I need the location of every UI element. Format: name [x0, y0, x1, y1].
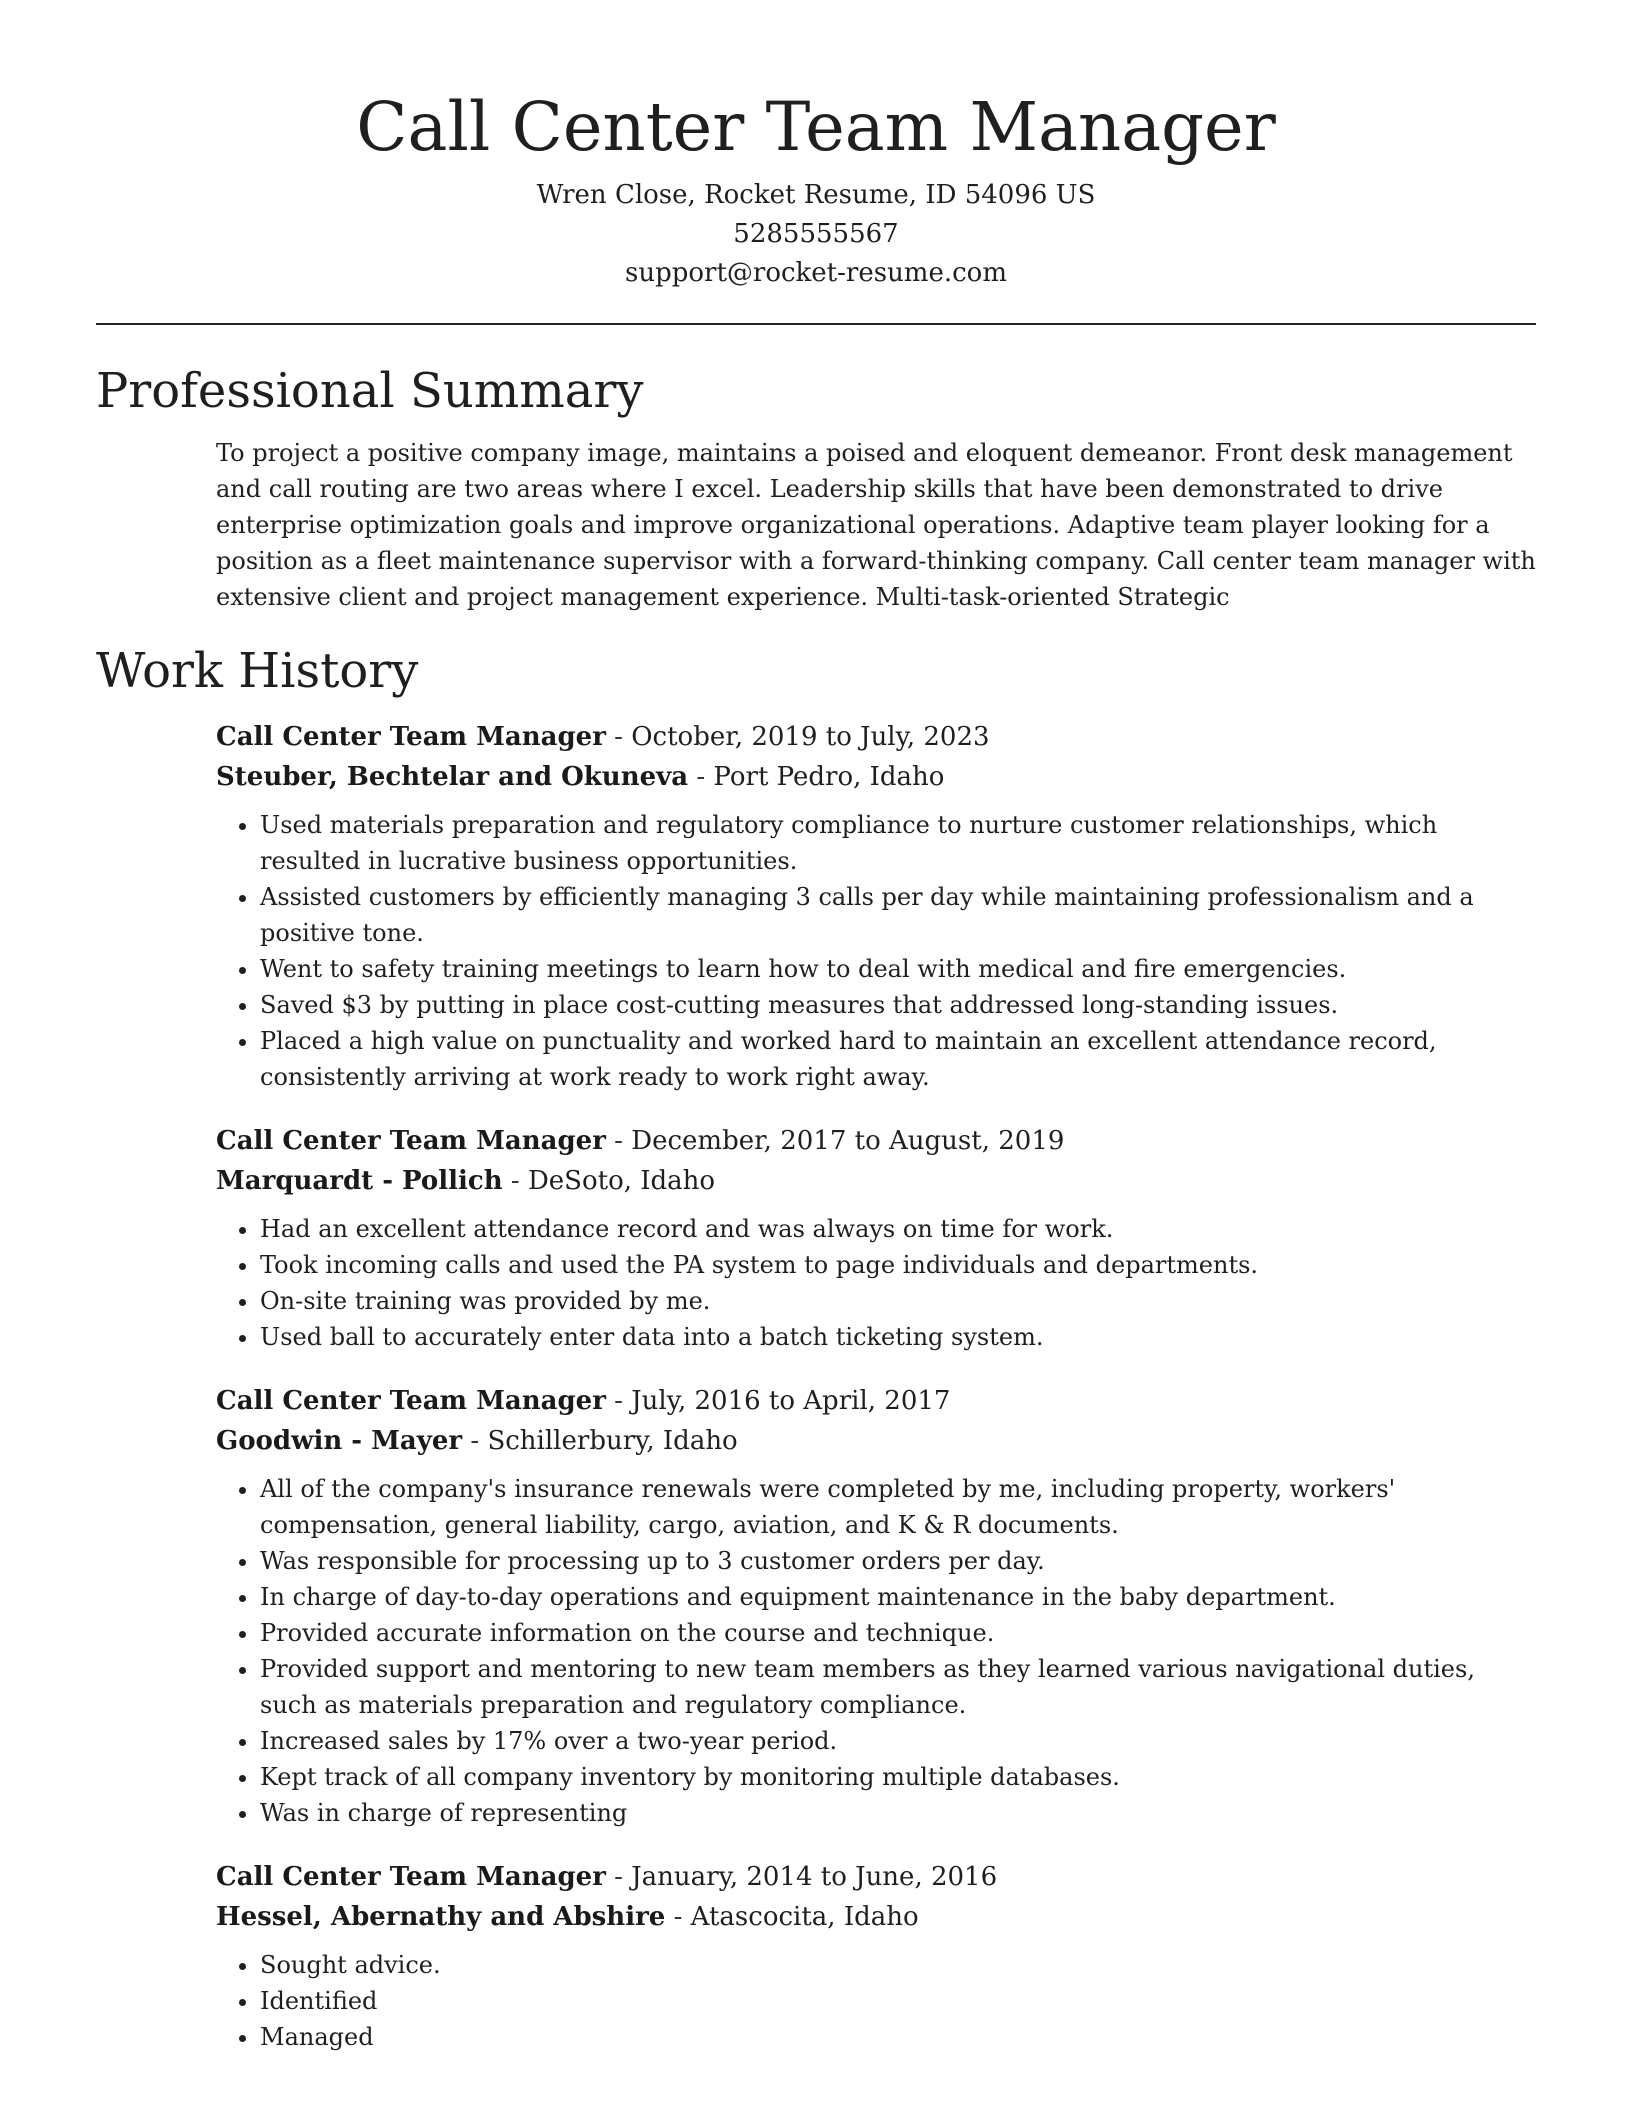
job-bullets [216, 807, 1536, 1095]
bullet-item: • Provided support and mentoring to new team members as they learned various navigational duties, such as materials preparation and regulatory compliance. [260, 1651, 1536, 1723]
bullet-item: • Was responsible for processing up to 3 customer orders per day. [260, 1543, 1536, 1579]
bullet-item: • Went to safety training meetings to learn how to deal with medical and fire emergencies. [260, 951, 1536, 987]
job-location: Atascocita, Idaho [690, 1902, 919, 1932]
job-entry [216, 1121, 1536, 1355]
bullet-item: • Used ball to accurately enter data into a batch ticketing system. [260, 1319, 1536, 1355]
bullet-item: • Identified [260, 1983, 1536, 2019]
contact-block [96, 176, 1536, 293]
job-role: Call Center Team Manager [216, 722, 606, 752]
section-title-summary: Professional Summary [96, 363, 644, 419]
bullet-item: • All of the company's insurance renewals were completed by me, including property, workers' compensation, general liability, cargo, aviation, and K & R documents. [260, 1471, 1536, 1543]
header-divider [96, 323, 1536, 325]
job-bullets [216, 1471, 1536, 1831]
contact-email: support@rocket-resume.com [624, 258, 1007, 288]
bullet-item: • Saved $3 by putting in place cost-cutting measures that addressed long-standing issues. [260, 987, 1536, 1023]
bullet-item: • Provided accurate information on the course and technique. [260, 1615, 1536, 1651]
bullet-item: • On-site training was provided by me. [260, 1283, 1536, 1319]
bullet-item: • In charge of day-to-day operations and equipment maintenance in the baby department. [260, 1579, 1536, 1615]
job-entry [216, 1857, 1536, 2055]
job-location: DeSoto, Idaho [527, 1166, 716, 1196]
job-location: Schillerbury, Idaho [487, 1426, 738, 1456]
job-entry [216, 717, 1536, 1095]
summary-text: To project a positive company image, maintains a poised and eloquent demeanor. Front desk management and call routing are two areas where I excel. Leadership skills that have been demonstrated to drive enterprise optimization goals and improve organizational operations. Adaptive team player looking for a position as a fleet maintenance supervisor with a forward-thinking company. Call center team manager with extensive client and project management experience. Multi-task-oriented Strategic [216, 439, 1536, 611]
job-dates: December, 2017 to August, 2019 [631, 1126, 1065, 1156]
bullet-item: • Sought advice. [260, 1947, 1536, 1983]
job-dates: January, 2014 to June, 2016 [631, 1862, 998, 1892]
job-role: Call Center Team Manager [216, 1126, 606, 1156]
bullet-item: • Had an excellent attendance record and was always on time for work. [260, 1211, 1536, 1247]
contact-address: Wren Close, Rocket Resume, ID 54096 US [536, 180, 1096, 210]
bullet-item: • Took incoming calls and used the PA system to page individuals and departments. [260, 1247, 1536, 1283]
bullet-item: • Was in charge of representing [260, 1795, 1536, 1831]
job-bullets [216, 1947, 1536, 2055]
resume-page [96, 0, 1536, 2055]
job-company-line: Goodwin - Mayer - Schillerbury, Idaho [216, 1426, 738, 1456]
job-title-line: Call Center Team Manager - October, 2019 to July, 2023 [216, 722, 990, 752]
contact-phone: 5285555567 [733, 219, 899, 249]
job-company-line: Hessel, Abernathy and Abshire - Atascocita, Idaho [216, 1902, 919, 1932]
job-title-line: Call Center Team Manager - December, 2017 to August, 2019 [216, 1126, 1065, 1156]
job-dates: July, 2016 to April, 2017 [631, 1386, 951, 1416]
job-company-line: Steuber, Bechtelar and Okuneva - Port Pedro, Idaho [216, 762, 945, 792]
job-title-line: Call Center Team Manager - July, 2016 to April, 2017 [216, 1386, 951, 1416]
job-company-line: Marquardt - Pollich - DeSoto, Idaho [216, 1166, 716, 1196]
bullet-item: • Managed [260, 2019, 1536, 2055]
section-title-work-history: Work History [96, 643, 419, 699]
job-bullets [216, 1211, 1536, 1355]
work-history-list [216, 717, 1536, 2055]
job-company: Steuber, Bechtelar and Okuneva [216, 762, 689, 792]
job-role: Call Center Team Manager [216, 1386, 606, 1416]
bullet-item: • Increased sales by 17% over a two-year period. [260, 1723, 1536, 1759]
job-dates: October, 2019 to July, 2023 [631, 722, 990, 752]
bullet-item: • Placed a high value on punctuality and worked hard to maintain an excellent attendance record, consistently arriving at work ready to work right away. [260, 1023, 1536, 1095]
bullet-item: • Used materials preparation and regulatory compliance to nurture customer relationships, which resulted in lucrative business opportunities. [260, 807, 1536, 879]
job-entry [216, 1381, 1536, 1831]
job-company: Goodwin - Mayer [216, 1426, 463, 1456]
bullet-item: • Kept track of all company inventory by monitoring multiple databases. [260, 1759, 1536, 1795]
job-company: Marquardt - Pollich [216, 1166, 503, 1196]
resume-header [96, 0, 1536, 293]
bullet-item: • Assisted customers by efficiently managing 3 calls per day while maintaining professionalism and a positive tone. [260, 879, 1536, 951]
job-title-line: Call Center Team Manager - January, 2014 to June, 2016 [216, 1862, 998, 1892]
job-location: Port Pedro, Idaho [713, 762, 945, 792]
job-company: Hessel, Abernathy and Abshire [216, 1902, 666, 1932]
job-role: Call Center Team Manager [216, 1862, 606, 1892]
candidate-name: Call Center Team Manager [356, 88, 1276, 166]
